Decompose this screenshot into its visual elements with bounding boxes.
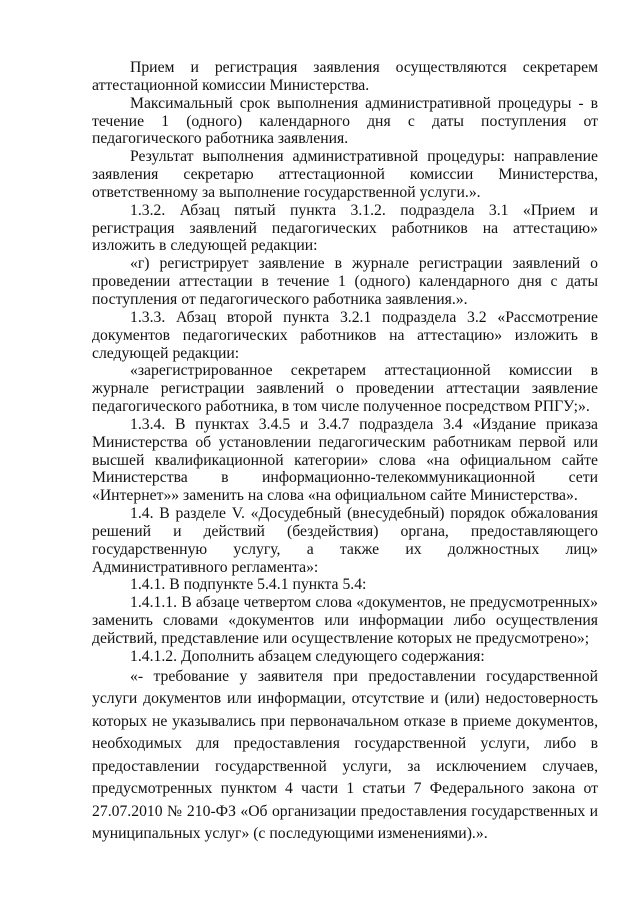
- paragraph: Прием и регистрация заявления осуществляются секретарем аттестационной комиссии Министерства.: [92, 59, 598, 94]
- paragraph: 1.3.3. Абзац второй пункта 3.2.1 подраздела 3.2 «Рассмотрение документов педагогических работников на аттестацию» изложить в следующей редакции:: [92, 308, 598, 362]
- paragraph: «зарегистрированное секретарем аттестационной комиссии в журнале регистрации заявлений о проведении аттестации заявление педагогического работника, в том числе полученное посредством РПГУ;».: [92, 362, 598, 416]
- paragraph: 1.4.1.1. В абзаце четвертом слова «документов, не предусмотренных» заменить словами «документов или информации либо осуществления действий, представление или осуществление которых не предусмотрено»;: [92, 594, 598, 647]
- paragraph: 1.4. В разделе V. «Досудебный (внесудебный) порядок обжалования решений и действий (бездействия) органа, предоставляющего государственную услугу, а также их должностных лиц» Административного регламента»:: [92, 505, 598, 576]
- paragraph: Максимальный срок выполнения административной процедуры - в течение 1 (одного) календарного дня с даты поступления от педагогического работника заявления.: [92, 94, 598, 148]
- paragraph: «г) регистрирует заявление в журнале регистрации заявлений о проведении аттестации в течение 1 (одного) календарного дня с даты поступления от педагогического работника заявления.».: [92, 255, 598, 308]
- document-page: [92, 59, 598, 846]
- paragraph: 1.3.4. В пунктах 3.4.5 и 3.4.7 подраздела 3.4 «Издание приказа Министерства об установлении педагогическим работникам первой или высшей квалификационной категории» слова «на официальном сайте Министерства в информационно-телекоммуникационной сети «Интернет»» заменить на слова «на официальном сайте Министерства».: [92, 415, 598, 505]
- paragraph: 1.4.1.2. Дополнить абзацем следующего содержания:: [130, 647, 485, 665]
- paragraph: 1.3.2. Абзац пятый пункта 3.1.2. подраздела 3.1 «Прием и регистрация заявлений педагогических работников на аттестацию» изложить в следующей редакции:: [92, 201, 598, 255]
- paragraph: «- требование у заявителя при предоставлении государственной услуги документов или информации, отсутствие и (или) недостоверность которых не указывались при первоначальном отказе в приеме документов, необходимых для предоставления государственной услуги, либо в предоставлении государственной услуги, за исключением случаев, предусмотренных пунктом 4 части 1 статьи 7 Федерального закона от 27.07.2010 № 210-ФЗ «Об организации предоставления государственных и муниципальных услуг» (с последующими изменениями).».: [92, 667, 598, 843]
- paragraph: Результат выполнения административной процедуры: направление заявления секретарю аттестационной комиссии Министерства, ответственному за выполнение государственной услуги.».: [92, 148, 598, 201]
- paragraph: 1.4.1. В подпункте 5.4.1 пункта 5.4:: [130, 576, 367, 594]
